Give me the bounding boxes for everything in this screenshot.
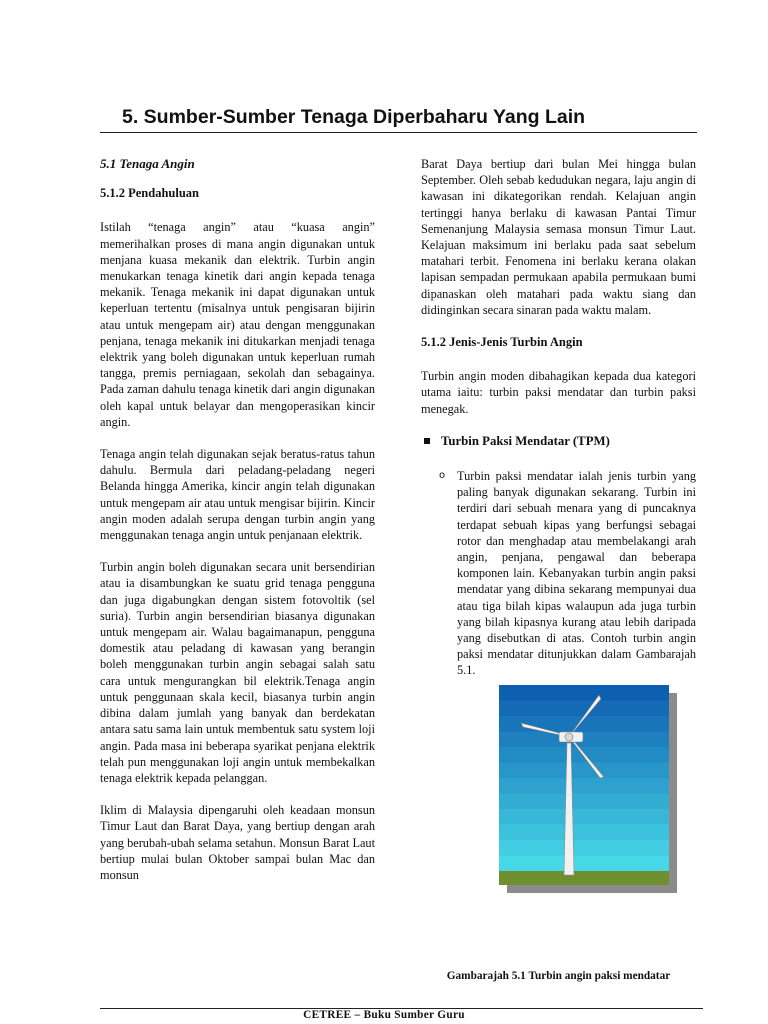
- bullet-heading-label: Turbin Paksi Mendatar (TPM): [441, 433, 610, 448]
- bullet-heading-horizontal-axis: [421, 433, 696, 449]
- section-heading: 5.1 Tenaga Angin: [100, 156, 195, 171]
- left-column: [100, 156, 375, 899]
- wind-turbine-illustration: [499, 685, 669, 885]
- turbine-hub: [565, 733, 573, 741]
- footer-text: CETREE – Buku Sumber Guru: [303, 1009, 465, 1021]
- sky-band: [499, 809, 669, 825]
- sky-band: [499, 762, 669, 778]
- sky-band: [499, 700, 669, 716]
- paragraph-climate-continued: Barat Daya bertiup dari bulan Mei hingga bulan September. Oleh sebab kedudukan negara, laju angin di kawasan ini dikategorikan rendah. Kelajuan angin tertinggi hanya berlaku di kawasan Pantai Timur Semenanjung Malaysia semasa monsun Timur Laut. Kelajuan maksimum ini berlaku pada saat sebelum matahari terbit. Fenomena ini berlaku kerana olakan lapisan sempadan permukaan apabila permukaan bumi dipanaskan oleh matahari pada waktu siang dan didinginkan secara sinaran pada waktu malam.: [421, 157, 696, 317]
- sky-band: [499, 855, 669, 871]
- figure-caption: Gambarajah 5.1 Turbin angin paksi mendatar: [446, 970, 671, 982]
- paragraph-turbine-categories: Turbin angin moden dibahagikan kepada dua kategori utama iaitu: turbin paksi mendatar dan turbin paksi menegak.: [421, 369, 696, 416]
- subsection-heading-turbine-types: 5.1.2 Jenis-Jenis Turbin Angin: [421, 335, 583, 350]
- title-divider: [100, 132, 697, 133]
- paragraph-usage: Turbin angin boleh digunakan secara unit bersendirian atau ia disambungkan ke suatu grid tenaga pengguna dan juga digabungkan dengan sistem fotovoltik (sel suria). Turbin angin bersendirian biasanya digunakan untuk mengepam air. Walau bagaimanapun, pengguna domestik atau peladang di kawasan yang berangin boleh menggunakan turbin angin sebagai salah satu cara untuk mengurangkan bil elektrik.Tenaga angin untuk penggunaan skala kecil, biasanya turbin angin dibina dalam jumlah yang banyak dan berdekatan antara satu sama lain untuk membentuk satu system loji angin. Pada masa ini beberapa syarikat penjana elektrik telah pun menggunakan loji angin untuk membekalkan tenaga elektrik kepada pelanggan.: [100, 560, 375, 785]
- right-column: [421, 156, 696, 893]
- sky-band: [499, 824, 669, 840]
- hollow-circle-bullet-icon: o: [439, 470, 446, 482]
- paragraph-climate: Iklim di Malaysia dipengaruhi oleh keadaan monsun Timur Laut dan Barat Daya, yang bertiup dengan arah yang berubah-ubah selama setahun. Monsun Barat Laut bertiup mulai bulan Oktober sampai bulan Mac dan monsun: [100, 803, 375, 882]
- sky-band: [499, 840, 669, 856]
- sky-band: [499, 778, 669, 794]
- subsection-heading-introduction: 5.1.2 Pendahuluan: [100, 186, 199, 201]
- paragraph-definition: Istilah “tenaga angin” atau “kuasa angin” memerihalkan proses di mana angin digunakan untuk menjana kuasa mekanik dan elektrik. Turbin angin menukarkan tenaga kinetik dari angin kepada tenaga mekanik. Tenaga mekanik ini dapat digunakan untuk keperluan tertentu (misalnya untuk pengisaran bijirin atau untuk mengepam air) atau dengan menggunakan penjana, tenaga mekanik ini ditukarkan menjadi tenaga elektrik yang boleh digunakan untuk keperluan rumah tangga, premis perniagaan, sekolah dan sebagainya. Pada zaman dahulu tenaga kinetik dari angin digunakan oleh kapal untuk belayar dan mengoperasikan kincir angin.: [100, 220, 375, 429]
- paragraph-history: Tenaga angin telah digunakan sejak beratus-ratus tahun dahulu. Bermula dari peladang-peladang negeri Belanda hingga Amerika, kincir angin telah digunakan untuk mengepam air atau untuk mengisar bijirin. Kincir angin moden adalah serupa dengan turbin angin yang menggunakan tenaga angin untuk penjanaan elektrik.: [100, 447, 375, 543]
- sky-gradient-bands: [499, 685, 669, 872]
- sky-band: [499, 685, 669, 701]
- ground: [499, 871, 669, 885]
- sub-bullet-item: [421, 468, 696, 679]
- sky-band: [499, 731, 669, 747]
- figure-wind-turbine: [499, 685, 677, 893]
- square-bullet-icon: [424, 438, 430, 444]
- sky-band: [499, 793, 669, 809]
- sub-bullet-text: Turbin paksi mendatar ialah jenis turbin yang paling banyak digunakan sekarang. Turbin ini terdiri dari sebuah menara yang di puncaknya terdapat sebuah kipas yang berfungsi sebagai rotor dan menghadap atau membelakangi arah angin, penjana, pengawal dan beberapa komponen lain. Kebanyakan turbin angin paksi mendatar yang dibina sekarang mempunyai dua atau tiga bilah kipas walaupun ada juga turbin yang bilah kipasnya kurang atau lebih daripada yang disebutkan di atas. Contoh turbin angin paksi mendatar ditunjukkan dalam Gambarajah 5.1.: [457, 469, 696, 678]
- chapter-title: 5. Sumber-Sumber Tenaga Diperbaharu Yang Lain: [122, 106, 586, 128]
